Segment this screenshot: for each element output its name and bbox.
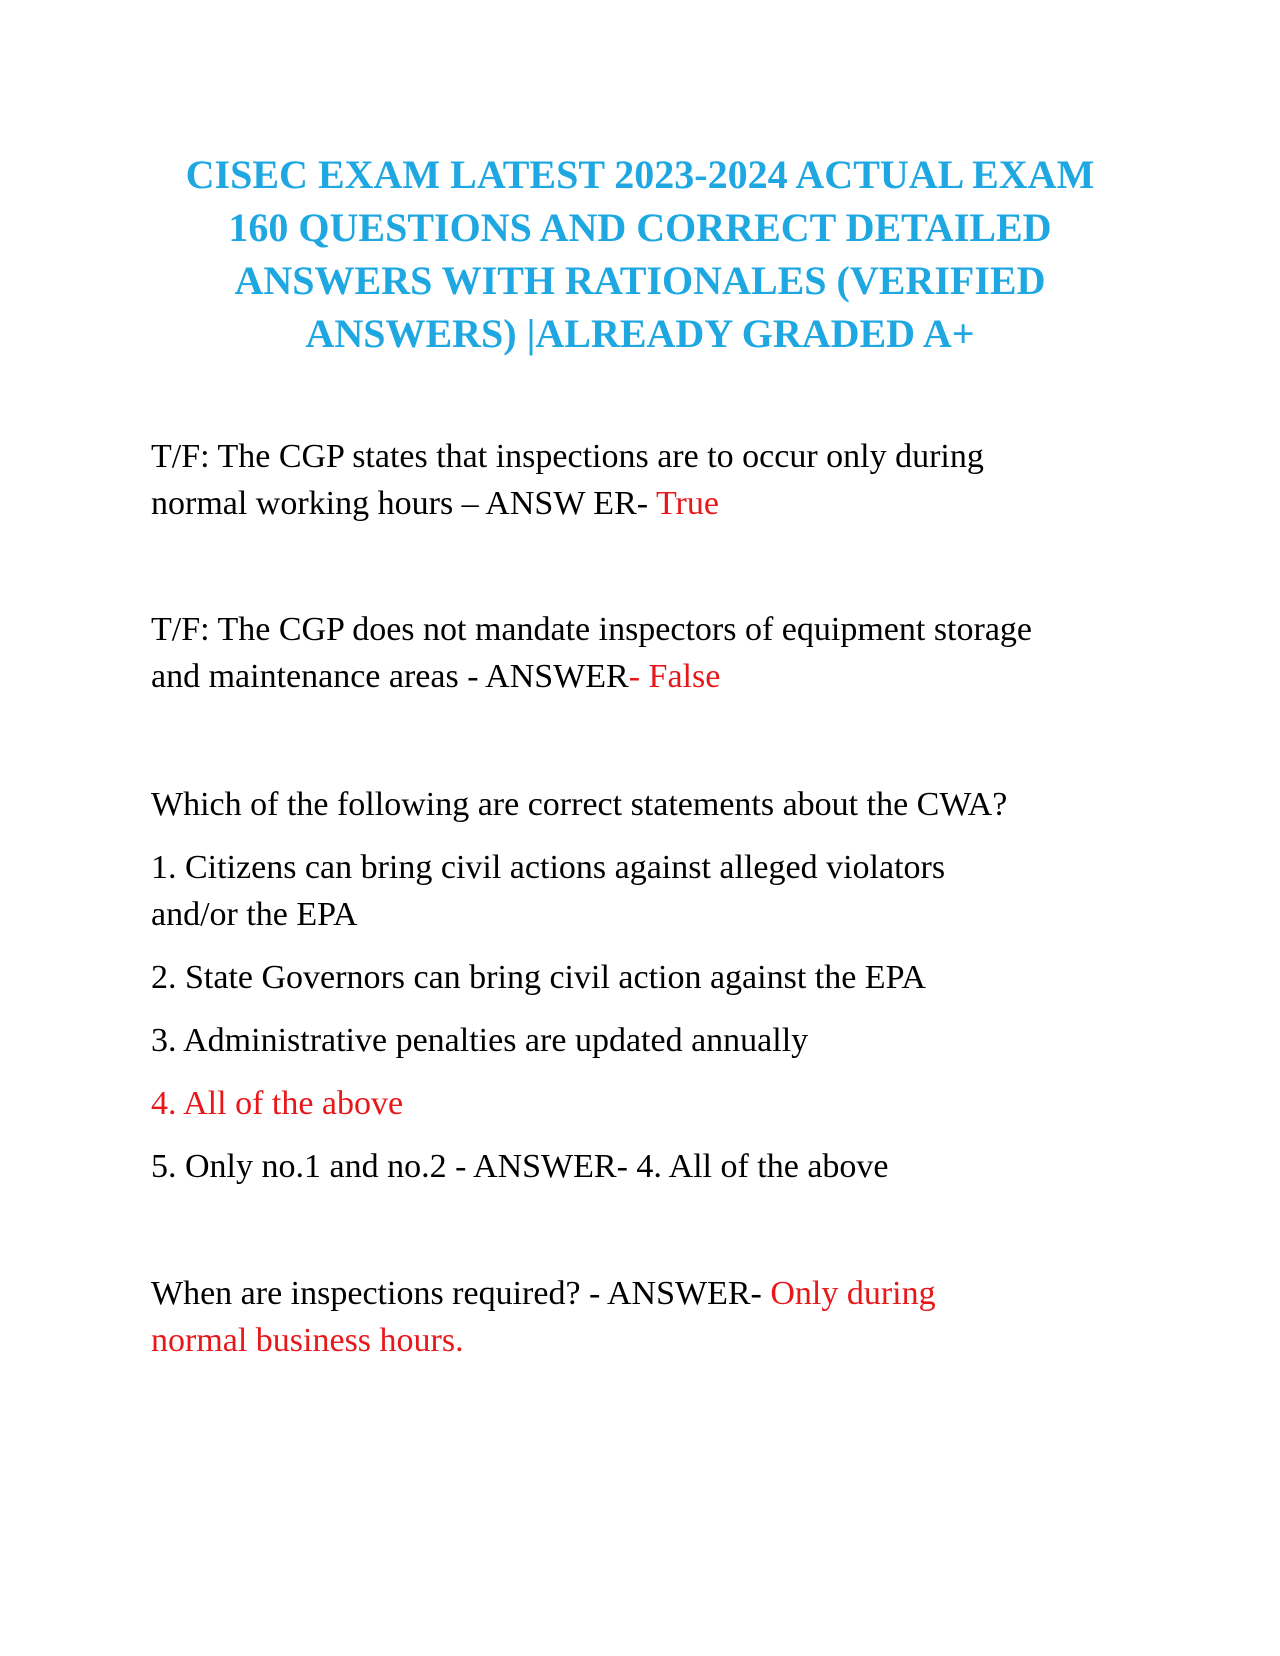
question-2-line-1: T/F: The CGP does not mandate inspectors of equipment storage bbox=[151, 611, 1033, 648]
question-1-line-2 bbox=[151, 480, 1161, 527]
question-1 bbox=[151, 433, 1161, 527]
question-2 bbox=[151, 606, 1161, 700]
title-line-2: 160 QUESTIONS AND CORRECT DETAILED bbox=[228, 205, 1052, 250]
title-line-1: CISEC EXAM LATEST 2023-2024 ACTUAL EXAM bbox=[185, 152, 1095, 197]
question-4 bbox=[151, 1270, 1161, 1364]
question-1-line-1: T/F: The CGP states that inspections are to occur only during bbox=[151, 438, 984, 475]
question-2-prompt-end: and maintenance areas - ANSWER bbox=[151, 658, 629, 695]
question-2-line-2 bbox=[151, 653, 1161, 700]
question-3-option-3: 3. Administrative penalties are updated annually bbox=[151, 1022, 809, 1059]
question-3-prompt: Which of the following are correct statements about the CWA? bbox=[151, 786, 1008, 823]
document-title bbox=[140, 148, 1140, 360]
question-1-prompt-end: normal working hours – ANSW ER- bbox=[151, 485, 656, 522]
title-line-3: ANSWERS WITH RATIONALES (VERIFIED bbox=[234, 258, 1046, 303]
question-1-answer: True bbox=[655, 485, 719, 522]
question-3-option-2: 2. State Governors can bring civil action against the EPA bbox=[151, 959, 926, 996]
question-4-answer-part-1: Only during bbox=[770, 1275, 936, 1312]
question-3-option-1 bbox=[151, 844, 1161, 938]
question-4-line-1 bbox=[151, 1270, 1161, 1317]
question-4-answer-part-2: normal business hours. bbox=[151, 1322, 464, 1359]
question-4-prompt: When are inspections required? - ANSWER- bbox=[151, 1275, 771, 1312]
question-3-option-5: 5. Only no.1 and no.2 - ANSWER- 4. All of the above bbox=[151, 1148, 889, 1185]
title-line-4: ANSWERS) |ALREADY GRADED A+ bbox=[305, 311, 975, 356]
question-2-answer: - False bbox=[628, 658, 721, 695]
question-3-option-1-line-2: and/or the EPA bbox=[151, 896, 358, 933]
question-3-option-1-line-1: 1. Citizens can bring civil actions against alleged violators bbox=[151, 849, 946, 886]
question-3-option-4-correct: 4. All of the above bbox=[151, 1085, 404, 1122]
